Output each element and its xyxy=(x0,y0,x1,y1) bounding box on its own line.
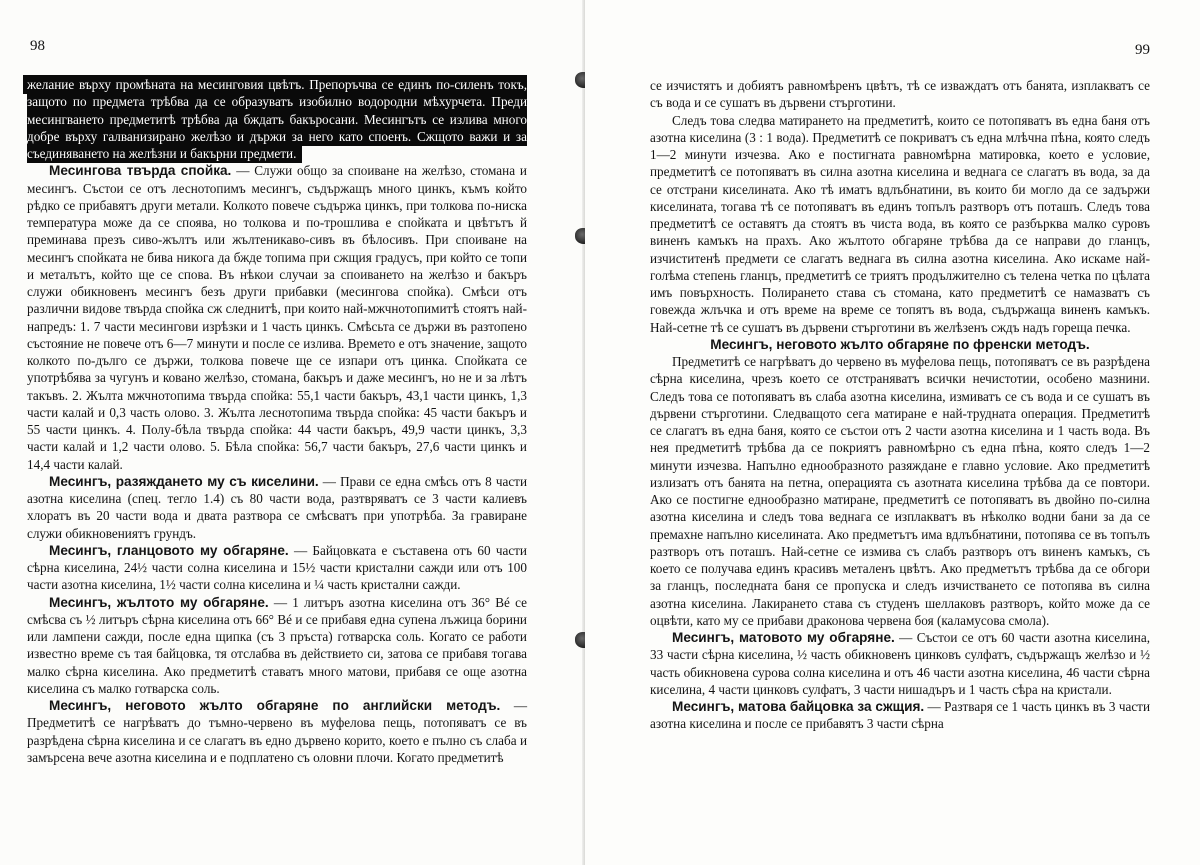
section-heading: Месингъ, гланцовото му обгаряне. xyxy=(49,542,289,558)
paragraph: Предметитѣ се нагрѣватъ до червено въ муфелова пещь, потопяватъ се въ разрѣдена сѣрна киселина, чрезъ което се отстраняватъ всички нечистотии, особено мазнини. Следъ това се потопяватъ въ слаба азотна киселина, измиватъ се съ вода и се сушатъ въ дървени стърготини. Следващото сега матиране е най-трудната операция. Предметитѣ се слагатъ въ една баня, която се състои отъ 2 части азотна киселина и 1 часть вода. Въ нея предметитѣ трѣбва да се покриятъ равномѣрно съ една пѣна, която следъ 1—2 минути изчезва. Напълно еднообразното разяждане е главно условие. Ако предметитѣ излизатъ отъ банята на петна, операцията съ азотната киселина трѣбва да се повтори. Ако се постигне еднообразно матиране, предметитѣ се потопяватъ въ двойно по-силна азотна киселина и следъ това веднага се изплакватъ въ нѣколко водни бани за да се премахне напълно киселината. Ако предметътъ има вдлъбнатини, потопява се въ топълъ разтворъ отъ поташъ. Най-сетне се измива съ слабъ разтворъ отъ виненъ камъкъ, съ което се получава единъ красивъ металенъ цвѣтъ. Ако предметътъ трѣбва да се обгори за гланцъ, последната баня се пропуска и следъ изчистването се потопява въ силна азотна киселина. Лакирането става съ студенъ шеллаковъ разтворъ, който може да се оцвѣти, като му се прибави драконова червена боя (каламусова смола). xyxy=(650,354,1150,628)
section-paragraph xyxy=(27,594,527,698)
right-text-column xyxy=(650,77,1150,733)
section-text: — Разтваря се 1 часть цинкъ въ 3 части азотна киселина и после се прибавятъ 3 части сѣрна xyxy=(650,699,1151,732)
section-paragraph xyxy=(650,698,1150,733)
inverted-text: желание върху промѣната на месинговия цвѣтъ. Препоръчва се единъ по-силенъ токъ, защото по предмета трѣбва да се образуватъ изобилно водородни мѣхурчета. Преди месингването предметитѣ трѣбва да бждатъ бакъросани. Месингътъ се излива много добре върху галванизирано желѣзо и държи за него като споенъ. Сжщото важи и за съединяването на желѣзни и бакърни предмети. xyxy=(23,75,527,163)
section-heading: Месингъ, матовото му обгаряне. xyxy=(672,630,895,645)
section-paragraph xyxy=(27,473,527,542)
centered-heading xyxy=(650,336,1150,353)
page-number-left: 98 xyxy=(30,38,45,54)
section-text: — Служи общо за споиване на желѣзо, стомана и месингъ. Състои се отъ леснотопимъ месингъ, съдържащъ много цинкъ, къмъ който рѣдко се прибавятъ други метали. Колкото повече съдържа цинкъ, при толкова по-ниска температура може да се споява, но толкова и по-трошлива е спойката и цвѣтътъ й преминава презъ сиво-жълтъ или жълтеникаво-сивъ въ бѣлосивъ. При споиване на месингъ спойката не бива никога да бжде топима при сжщия градусъ, при който се топи и металътъ, който ще се спова. Въ нѣкои случаи за споиването на желѣзо и бакъръ служи обикновенъ месингъ безъ други прибавки (месингова спойка). Смѣси отъ различни видове твърда спойка сж следнитѣ, при които най-мжчнотопимитѣ стоятъ най-напредъ: 1. 7 части месингови изрѣзки и 1 часть цинкъ. Смѣсьта се държи въ разтопено състояние не повече отъ 6—7 минути и после се излива. Времето е отъ значение, защото колкото по-дълго се държи, толкова повече ще се изпари отъ цинка. Спойката се употрѣбява за чугунъ и ковано желѣзо, стомана, бакъръ и даже месингъ, но не и за лѣтъ такъвъ. 2. Жълта мжчнотопима твърда спойка: 55,1 части бакъръ, 43,1 части цинкъ, 1,3 части калай и 0,3 часть олово. 3. Жълта леснотопима твърда спойка: 45 части бакъръ и 55 части цинкъ. 4. Полу-бѣла твърда спойка: 44 части бакъръ, 49,9 части цинкъ, 3,3 части калай и 1,2 части олово. 5. Бѣла спойка: 56,7 части бакъръ, 27,6 части цинкъ и 14,4 части калай. xyxy=(27,163,527,472)
section-heading: Месингъ, неговото жълто обгаряне по английски методъ. xyxy=(49,698,501,713)
section-text: — Състои се отъ 60 части азотна киселина, 33 части сѣрна киселина, ½ часть обикновенъ цинковъ сулфатъ, съдържащъ желѣзо и ½ часть обикновена сурова солна киселина и отъ 46 части азотна киселина, 46 части сѣрна киселина, 4 части цинковъ сулфатъ, 3 части нишадъръ и 1 часть сѣра на кристали. xyxy=(650,630,1150,697)
section-heading: Месингъ, неговото жълто обгаряне по френски методъ. xyxy=(710,336,1090,352)
page-number-right: 99 xyxy=(1135,42,1150,58)
section-paragraph xyxy=(27,542,527,594)
left-text-column xyxy=(27,76,527,766)
section-text: — Байцовката е съставена отъ 60 части сѣрна киселина, 24½ части солна киселина и 15½ части кристални сажди или отъ 100 части азотна киселина, 1½ части солна киселина и ¼ часть кристални сажди. xyxy=(27,542,527,593)
section-heading: Месингова твърда спойка. xyxy=(49,163,232,179)
section-paragraph xyxy=(27,697,527,766)
section-paragraph xyxy=(650,629,1150,698)
section-text: — Предметитѣ се нагрѣватъ до тъмно-червено въ муфелова пещь, потопяватъ се въ разрѣдена сѣрна киселина и се слагатъ въ едно дървено корито, което е пълно съ слаба и замърсена вече азотна киселина и е подплатено съ оловни плочи. Когато предметитѣ xyxy=(27,698,528,765)
right-page xyxy=(585,0,1200,865)
section-text: — 1 литъръ азотна киселина отъ 36° Bé се смѣсва съ ½ литъръ сѣрна киселина отъ 66° Bé и се прибавя една супена лъжица борини или лампени сажди, после една щипка (съ 3 пръста) готварска соль. Когато се работи известно време съ тая байцовка, тя отслабва въ действието си, затова се прибавя тогава малко сѣрна киселина. Ако предметитѣ ставатъ много матови, прибавя се още азотна киселина съ малко готварска соль. xyxy=(27,594,527,696)
section-heading: Месингъ, матова байцовка за сжщия. xyxy=(672,699,925,714)
section-paragraph xyxy=(27,162,527,473)
left-page xyxy=(0,0,585,865)
continued-paragraph: се изчистятъ и добиятъ равномѣренъ цвѣтъ, тѣ се изваждатъ отъ банята, изплакватъ се съ вода и се сушатъ въ дървени стърготини. xyxy=(650,78,1150,111)
section-heading: Месингъ, разяждането му съ киселини. xyxy=(49,473,319,489)
inverted-paragraph xyxy=(27,76,527,162)
section-heading: Месингъ, жълтото му обгаряне. xyxy=(49,594,269,610)
section-text: — Прави се една смѣсь отъ 8 части азотна киселина (спец. тегло 1.4) съ 80 части вода, разтвряватъ се 3 части калиевъ хлоратъ въ 20 части вода и двата разтвора се смѣсватъ при употрѣба. За гравиране служи обикновениятъ грундъ. xyxy=(27,473,527,541)
paragraph: Следъ това следва матирането на предметитѣ, които се потопяватъ въ една баня отъ азотна киселина (3 : 1 вода). Предметитѣ се покриватъ съ една млѣчна пѣна, която следъ 1—2 минути изчезва. Ако е постигната равномѣрна матировка, което е условие, предметитѣ се потопяватъ въ силна азотна киселина и веднага се слагатъ въ вода, за да се отстрани киселината. Ако тѣ иматъ вдлъбнатини, въ които би могло да се задържи киселината, тогава тѣ се потопяватъ въ единъ топълъ разтворъ отъ поташъ. Следъ това предметитѣ се оставятъ да стоятъ въ чиста вода, въ която се разбърква малко суровъ виненъ камъкъ на прахъ. Ако жълтото обгаряне трѣбва да се направи до гланцъ, изчиститенѣ предмети се слагатъ веднага въ силна азотна киселина. Ако искаме най-голѣма степень гланцъ, предметитѣ се триятъ продължително съ телена четка по цѣлата имъ повърхность. Полирането става съ стомана, като предметитѣ се намазватъ съ говежда жлъчка и отъ време на време се топятъ въ вода, съдържаща виненъ камъкъ. Най-сетне тѣ се сушатъ въ дървени стърготини въ желѣзенъ сждъ надъ гореща печка. xyxy=(650,112,1150,335)
